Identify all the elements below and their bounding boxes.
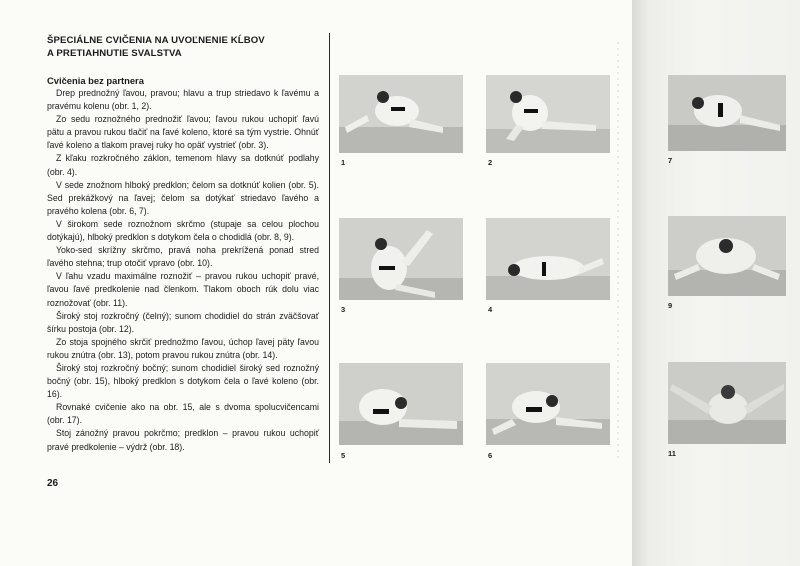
exercise-photo xyxy=(486,363,610,445)
exercise-photo xyxy=(668,216,786,296)
paragraph: Rovnaké cvičenie ako na obr. 15, ale s dvoma spolucvičencami (obr. 17). xyxy=(47,402,319,426)
exercise-photo xyxy=(339,218,463,300)
page-number: 26 xyxy=(47,478,59,489)
paragraph: Stoj zánožný pravou pokrčmo; predklon – pravou rukou uchopiť pravé predkolenie – výdrž (obr. 18). xyxy=(47,428,319,452)
paragraph: V širokom sede roznožnom skrčmo (stupaje sa celou plochou dotýkajú), hlboký predklon s dotykom čela o chodidlá (obr. 8, 9). xyxy=(47,218,319,243)
figure-caption: 6 xyxy=(488,451,493,460)
figure-caption: 2 xyxy=(488,158,493,167)
column-divider xyxy=(329,33,330,463)
paragraph: Zo sedu roznožného prednožiť ľavou; ľavou rukou uchopiť ľavú pätu a pravou rukou tlačiť na ľavé koleno, ktoré sa tým vystrie. Ohnúť ľavé koleno a tlakom pravej ruky ho opäť vystrieť (obr. 3). xyxy=(47,114,319,151)
paragraph: Z kľaku rozkročného záklon, temenom hlavy sa dotknúť podlahy (obr. 4). xyxy=(47,153,319,177)
paragraph: Široký stoj rozkročný bočný; sunom chodidiel široký sed roznožný bočný (obr. 15), hlboký predklon s dotykom čela o ľavé koleno (obr. 16). xyxy=(47,362,319,400)
gutter-dots xyxy=(616,40,620,460)
paragraph: Zo stoja spojného skrčiť prednožmo ľavou, úchop ľavej päty ľavou rukou znútra (obr. 13), potom pravou rukou znútra (obr. 14). xyxy=(47,336,319,360)
exercise-photo xyxy=(339,75,463,153)
exercise-photo xyxy=(486,75,610,153)
paragraph: V sede znožnom hlboký predklon; čelom sa dotknúť kolien (obr. 5). Sed prekážkový na ľavej; čelom sa dotýkať striedavo ľavého a pravého kolena (obr. 6, 7). xyxy=(47,179,319,216)
paragraph: Široký stoj rozkročný (čelný); sunom chodidiel do strán zväčšovať šírku postoja (obr. 12). xyxy=(47,310,319,334)
figure-caption: 4 xyxy=(488,305,493,314)
title-line: A PRETIAHNUTIE SVALSTVA xyxy=(47,48,182,59)
figure-caption: 7 xyxy=(668,156,673,165)
exercise-photo xyxy=(486,218,610,300)
paragraph: V ľahu vzadu maximálne roznožiť – pravou rukou uchopiť pravé, ľavou ľavé predkolenie nad členkom. Tlakom oboch rúk dolu viac roznožovať (obr. 11). xyxy=(47,271,319,308)
figure-caption: 3 xyxy=(341,305,346,314)
exercise-photo xyxy=(668,75,786,151)
figure-caption: 1 xyxy=(341,158,346,167)
exercise-photo xyxy=(339,363,463,445)
title-line: ŠPECIÁLNE CVIČENIA NA UVOĽNENIE KĹBOV xyxy=(47,35,265,46)
section-title xyxy=(47,34,327,60)
figure-caption: 5 xyxy=(341,451,346,460)
exercise-photo xyxy=(668,362,786,444)
figure-caption: 9 xyxy=(668,301,673,310)
paragraph: Yoko-sed skrížny skrčmo, pravá noha prekrížená ponad stred ľavého stehna; trup otočiť vpravo (obr. 10). xyxy=(47,245,319,269)
exercise-text xyxy=(47,87,319,454)
figure-caption: 11 xyxy=(668,449,676,458)
subheading: Cvičenia bez partnera xyxy=(47,75,144,86)
paragraph: Drep prednožný ľavou, pravou; hlavu a trup striedavo k ľavému a pravému kolenu (obr. 1, 2). xyxy=(47,88,319,112)
